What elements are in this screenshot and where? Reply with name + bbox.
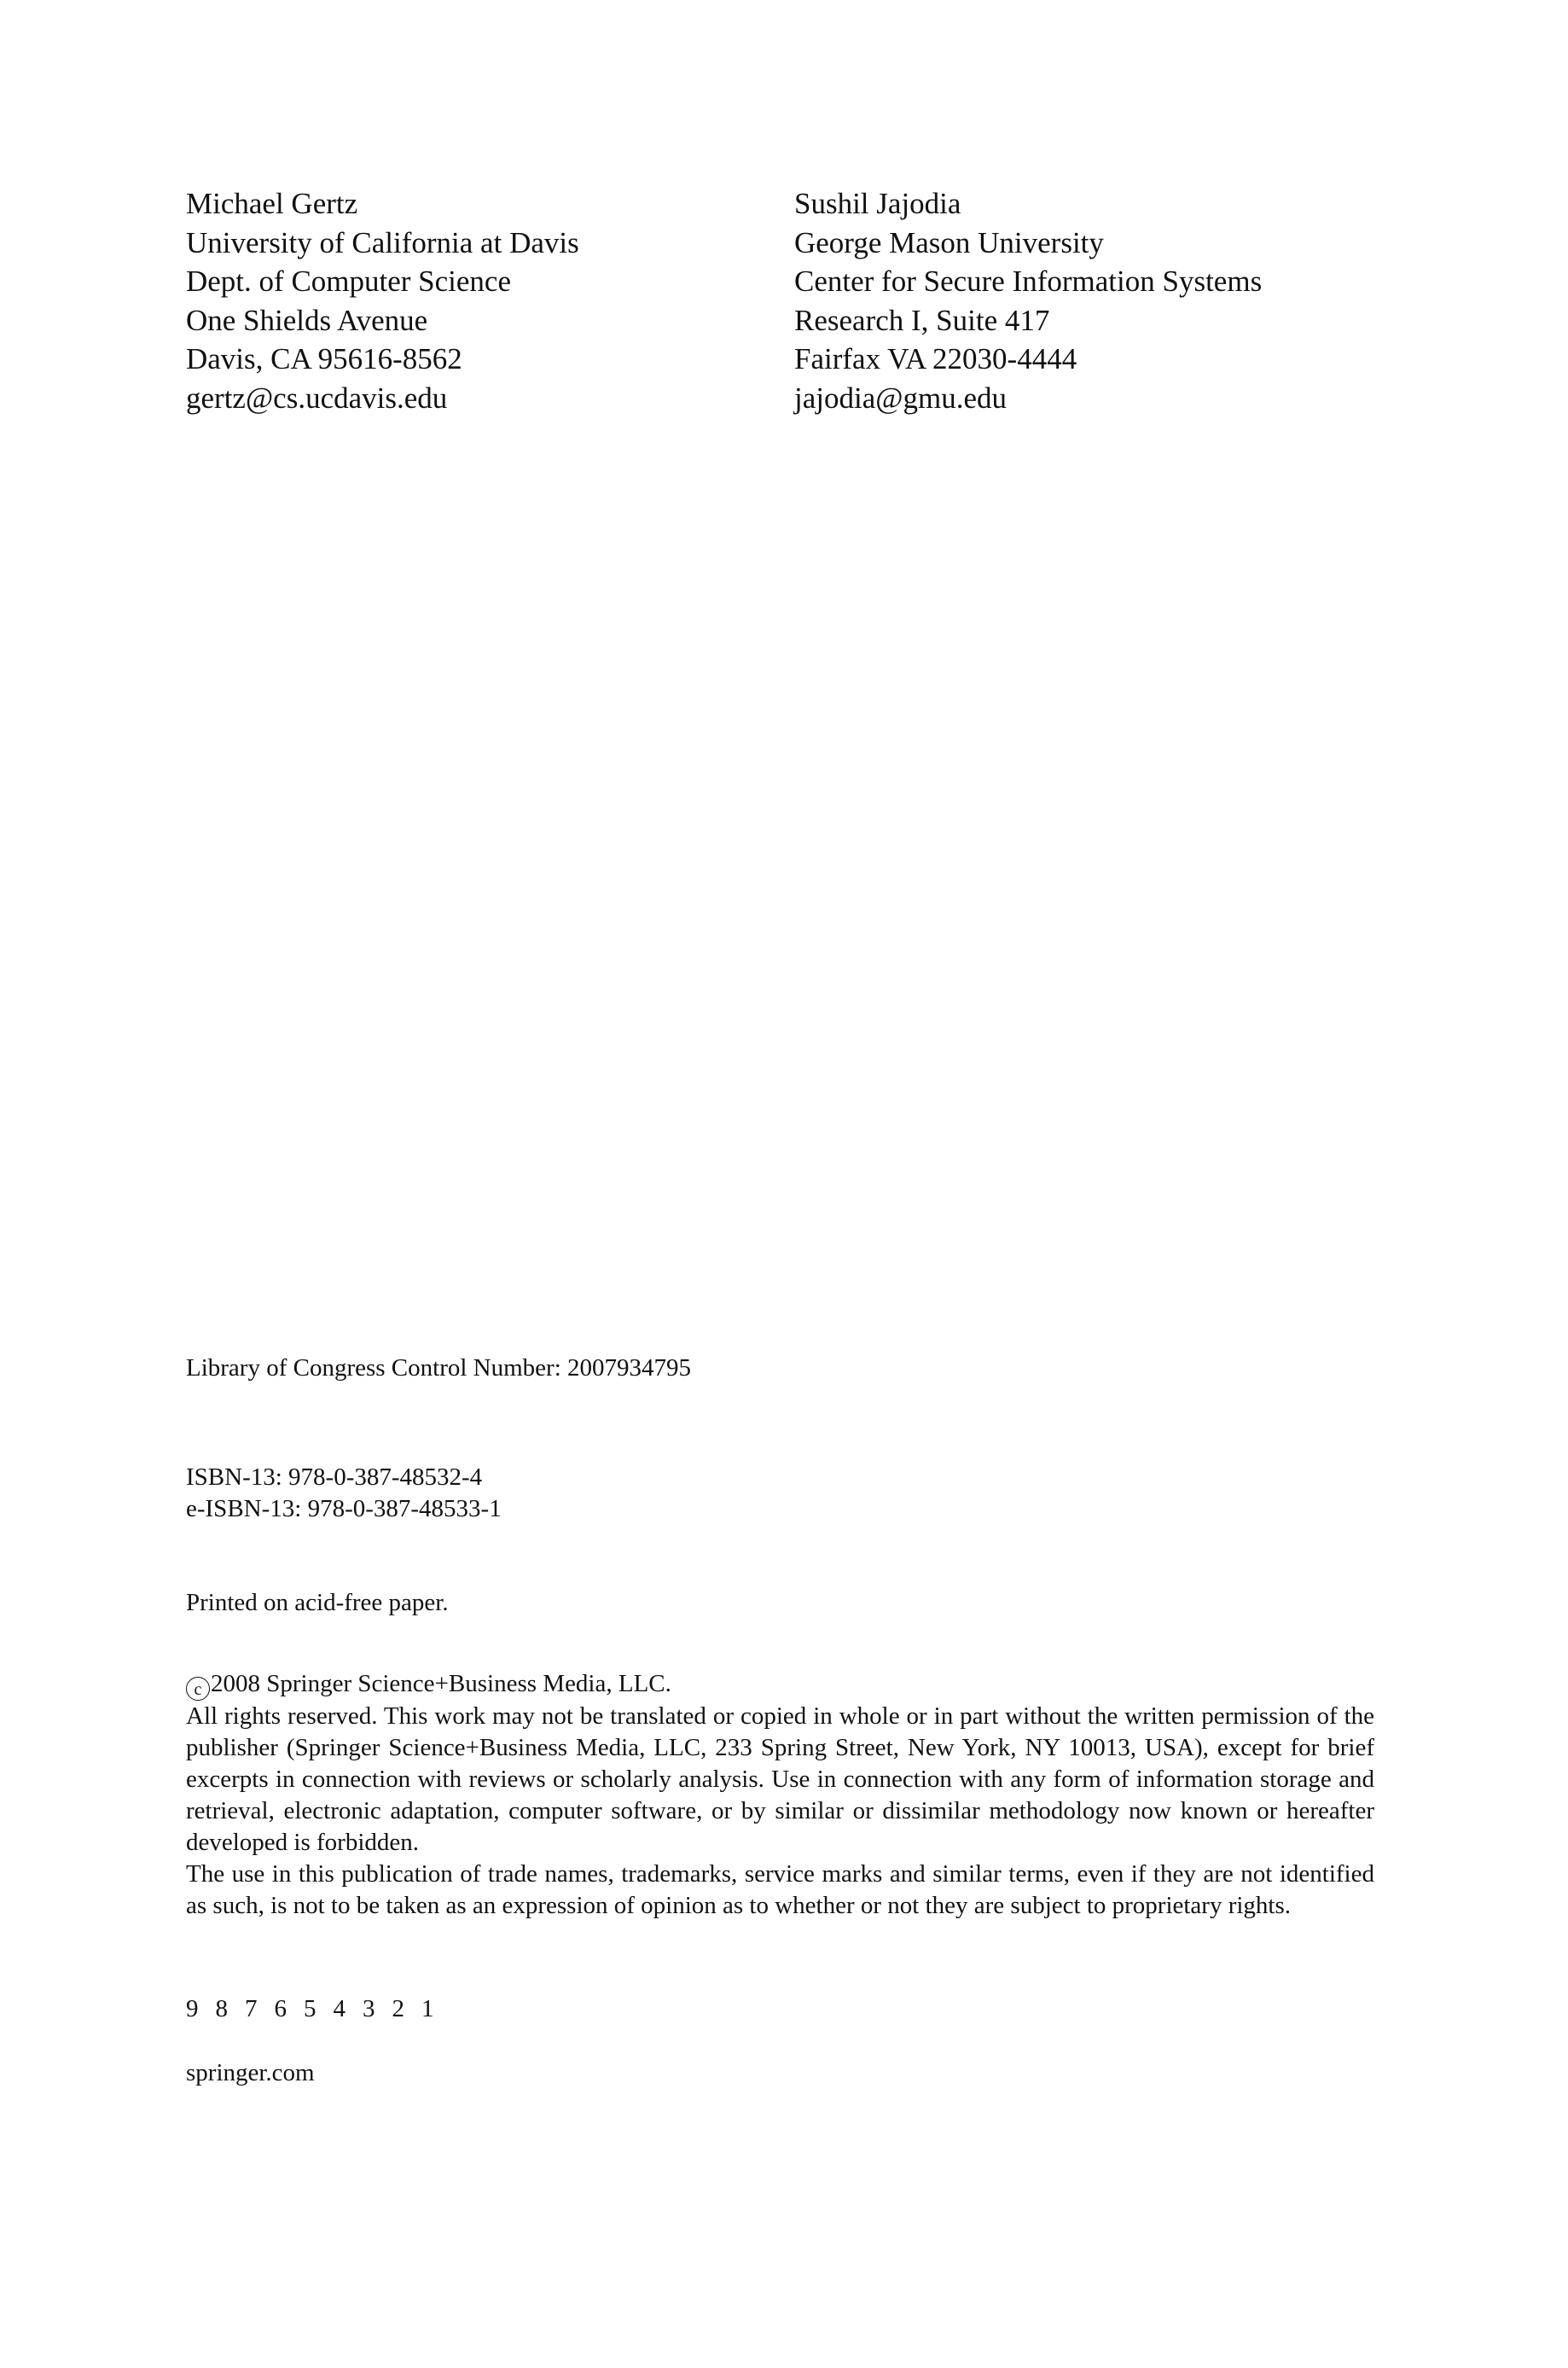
rights-paragraph: All rights reserved. This work may not be translated or copied in whole or in part without the written permission of the publisher (Springer Science+Business Media, LLC, 233 Spring Street, New York, NY 10013, USA), except for brief excerpts in connection with reviews or scholarly analysis. Use in connection with any form of information storage and retrieval, electronic adaptation, computer software, or by similar or dissimilar methodology now known or hereafter developed is forbidden. xyxy=(186,1702,1374,1856)
author-address-gertz xyxy=(186,184,579,417)
lccn-line: Library of Congress Control Number: 2007934795 xyxy=(186,1354,692,1382)
printing-digit: 1 xyxy=(421,1995,434,2022)
printing-digit: 5 xyxy=(304,1995,317,2022)
printing-digit: 2 xyxy=(392,1995,404,2022)
author-name: Sushil Jajodia xyxy=(794,187,961,220)
author-department: Center for Secure Information Systems xyxy=(794,265,1263,298)
author-street: One Shields Avenue xyxy=(186,303,428,337)
author-email: gertz@cs.ucdavis.edu xyxy=(186,381,448,415)
author-affiliation: University of California at Davis xyxy=(186,225,579,259)
author-city: Davis, CA 95616-8562 xyxy=(186,342,462,375)
printing-digit: 6 xyxy=(274,1995,287,2022)
copyright-text: 2008 Springer Science+Business Media, LLC. xyxy=(211,1670,671,1697)
author-department: Dept. of Computer Science xyxy=(186,265,512,298)
author-street: Research I, Suite 417 xyxy=(794,303,1050,337)
author-affiliation: George Mason University xyxy=(794,225,1104,259)
printing-digit: 9 xyxy=(186,1995,199,2022)
copyright-block xyxy=(186,1668,1374,1922)
copyright-symbol-icon: c xyxy=(186,1677,210,1701)
isbn-print: ISBN-13: 978-0-387-48532-4 xyxy=(186,1463,483,1491)
paper-note: Printed on acid-free paper. xyxy=(186,1589,449,1616)
printing-digit: 3 xyxy=(363,1995,375,2022)
isbn-electronic: e-ISBN-13: 978-0-387-48533-1 xyxy=(186,1495,502,1522)
author-address-jajodia xyxy=(794,184,1262,417)
printing-digit: 7 xyxy=(245,1995,258,2022)
printing-digit: 4 xyxy=(333,1995,346,2022)
trademark-paragraph: The use in this publication of trade names, trademarks, service marks and similar terms, even if they are not identified as such, is not to be taken as an expression of opinion as to whether or not they are subject to proprietary rights. xyxy=(186,1860,1374,1919)
publisher-website: springer.com xyxy=(186,2059,315,2086)
author-email: jajodia@gmu.edu xyxy=(794,381,1007,415)
author-city: Fairfax VA 22030-4444 xyxy=(794,342,1077,375)
printing-line xyxy=(186,1993,1374,2025)
printing-digit: 8 xyxy=(215,1995,228,2022)
author-name: Michael Gertz xyxy=(186,187,358,220)
copyright-line xyxy=(186,1668,1374,1701)
isbn-block xyxy=(186,1462,1374,1525)
